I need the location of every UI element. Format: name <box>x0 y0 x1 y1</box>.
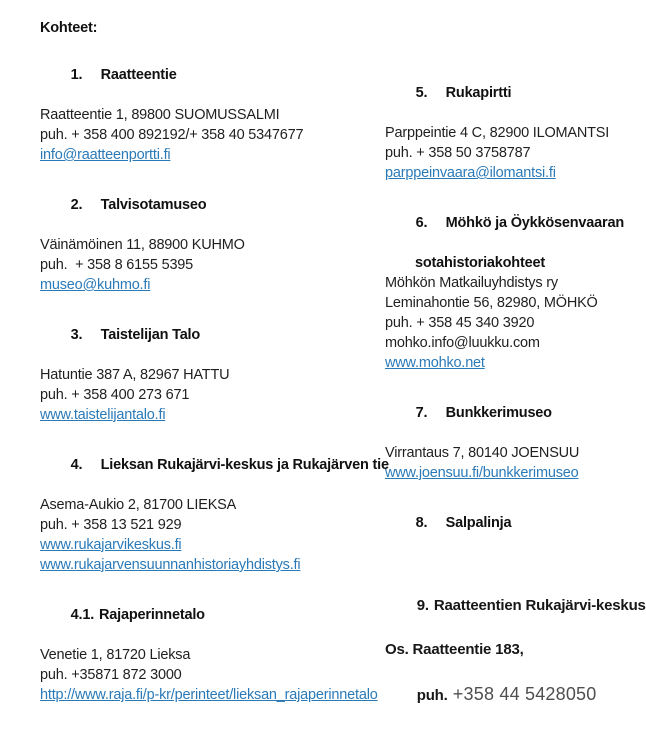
entry-raatteentie <box>40 45 400 165</box>
entry-talvisotamuseo <box>40 175 400 295</box>
organization-line: Möhkön Matkailuyhdistys ry <box>385 275 558 291</box>
entry-number: 6. <box>415 215 428 231</box>
address-line: Raatteentie 1, 89800 SUOMUSSALMI <box>40 107 280 123</box>
left-column <box>40 18 400 715</box>
phone-line: puh. + 358 45 340 3920 <box>385 315 535 331</box>
entry-title: Talvisotamuseo <box>100 197 207 213</box>
entry-title: Lieksan Rukajärvi-keskus ja Rukajärven tie <box>100 457 389 473</box>
phone-line: puh. + 358 50 3758787 <box>385 145 531 161</box>
address-line: Venetie 1, 81720 Lieksa <box>40 647 191 663</box>
address-line: Os. Raatteentie 183, <box>385 641 524 658</box>
email-link[interactable]: museo@kuhmo.fi <box>40 277 151 293</box>
entry-title: Rajaperinnetalo <box>99 607 205 623</box>
phone-line <box>385 661 640 729</box>
entry-rukajarvi-keskus <box>40 435 400 575</box>
entry-number: 2. <box>70 197 83 213</box>
address-line: Asema-Aukio 2, 81700 LIEKSA <box>40 497 237 513</box>
entry-title: Bunkkerimuseo <box>445 405 552 421</box>
phone-number: +358 44 5428050 <box>447 684 597 704</box>
entry-bunkkerimuseo <box>385 383 640 483</box>
phone-line: puh. + 358 400 273 671 <box>40 387 190 403</box>
email-link[interactable]: info@raatteenportti.fi <box>40 147 171 163</box>
entry-rukapirtti <box>385 63 640 183</box>
entry-heading <box>385 493 640 553</box>
phone-line: puh. + 358 13 521 929 <box>40 517 182 533</box>
entry-heading <box>40 435 400 495</box>
page-title: Kohteet: <box>40 20 98 36</box>
entry-number: 8. <box>415 515 428 531</box>
address-line: Leminahontie 56, 82980, MÖHKÖ <box>385 295 598 311</box>
email-text: mohko.info@luukku.com <box>385 335 540 351</box>
entry-title-line2: sotahistoriakohteet <box>415 255 545 271</box>
entry-title: Raatteentien Rukajärvi-keskus <box>433 597 646 614</box>
website-link[interactable]: www.taistelijantalo.fi <box>40 407 166 423</box>
entry-salpalinja <box>385 493 640 553</box>
entry-heading <box>40 585 400 645</box>
entry-heading <box>385 383 640 443</box>
entry-heading <box>40 45 400 105</box>
phone-label: puh. <box>416 687 448 704</box>
entry-title: Möhkö ja Öykkösenvaaran <box>445 215 624 231</box>
right-column <box>385 63 646 739</box>
entry-heading <box>385 193 640 253</box>
entry-number: 1. <box>70 67 83 83</box>
entry-number: 5. <box>415 85 428 101</box>
entry-number: 3. <box>70 327 83 343</box>
entry-heading <box>40 305 400 365</box>
website-link[interactable]: www.rukajarvensuunnanhistoriayhdistys.fi <box>40 557 301 573</box>
entry-title: Rukapirtti <box>445 85 512 101</box>
entry-heading <box>385 573 646 639</box>
entry-title: Raatteentie <box>100 67 177 83</box>
entry-mohko <box>385 193 640 373</box>
entry-heading <box>40 175 400 235</box>
entry-number: 7. <box>415 405 428 421</box>
entry-number: 4. <box>70 457 83 473</box>
phone-line: puh. + 358 8 6155 5395 <box>40 257 194 273</box>
entry-number: 4.1. <box>70 607 95 623</box>
phone-line: puh. + 358 400 892192/+ 358 40 5347677 <box>40 127 304 143</box>
entry-heading <box>385 63 640 123</box>
website-link[interactable]: www.mohko.net <box>385 355 485 371</box>
entry-number: 9. <box>416 597 429 614</box>
entry-raatteentien-rukajarvi-keskus <box>385 573 646 729</box>
entry-rajaperinnetalo <box>40 585 400 705</box>
website-link[interactable]: http://www.raja.fi/p-kr/perinteet/lieksan_rajaperinnetalo <box>40 687 378 703</box>
phone-line: puh. +35871 872 3000 <box>40 667 182 683</box>
entry-title: Salpalinja <box>445 515 512 531</box>
address-line: Väinämöinen 11, 88900 KUHMO <box>40 237 245 253</box>
address-line: Parppeintie 4 C, 82900 ILOMANTSI <box>385 125 610 141</box>
entry-taistelijan-talo <box>40 305 400 425</box>
email-link[interactable]: parppeinvaara@ilomantsi.fi <box>385 165 556 181</box>
address-line: Virrantaus 7, 80140 JOENSUU <box>385 445 580 461</box>
website-link[interactable]: www.joensuu.fi/bunkkerimuseo <box>385 465 579 481</box>
website-link[interactable]: www.rukajarvikeskus.fi <box>40 537 182 553</box>
entry-title: Taistelijan Talo <box>100 327 201 343</box>
address-line: Hatuntie 387 A, 82967 HATTU <box>40 367 230 383</box>
